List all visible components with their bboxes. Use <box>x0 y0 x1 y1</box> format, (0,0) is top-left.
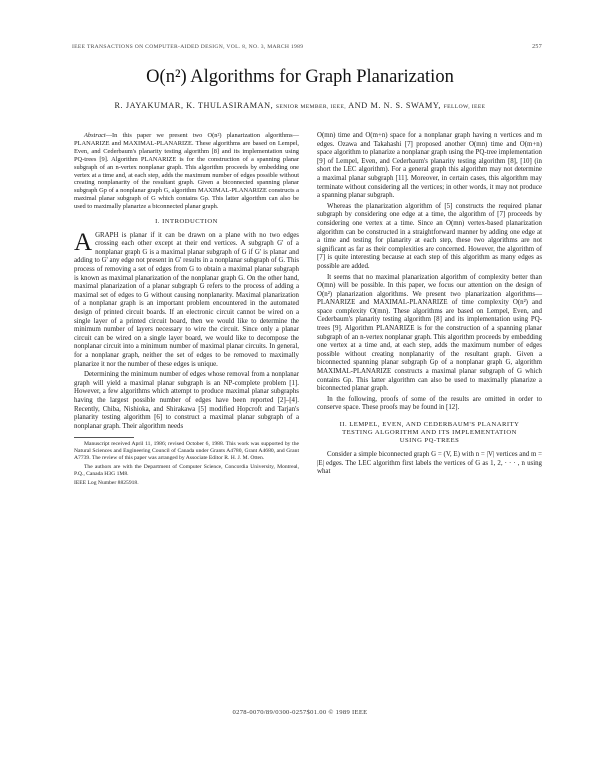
section-heading-lec <box>323 421 536 445</box>
body-paragraph-3: It seems that no maximal planarization algorithm of complexity better than O(mn) will be possible. In this paper, we focus our attention on the design of O(n²) planarization algorithms. We present two planarization algorithms—PLANARIZE and MAXIMAL-PLANARIZE of time complexity O(n²) and space complexity O(mn). These algorithms are based on Lempel, Even, and Cederbaum's planarity testing algorithm [8] and its implementation using PQ-trees [9]. Algorithm PLANARIZE is for the construction of a spanning planar subgraph of an n-vertex nonplanar graph. This algorithm proceeds by embedding one vertex at a time and, at each step, adds the maximum number of edges possible without creating nonplanarity of the resultant graph. Given a biconnected spanning planar subgraph Gp of a nonplanar graph G, algorithm MAXIMAL-PLANARIZE constructs a maximal planar subgraph of G which contains Gp. This latter algorithm can also be used to maximally planarize a biconnected planar graph. <box>317 273 542 393</box>
body-paragraph-4: In the following, proofs of some of the results are omitted in order to conserve space. These proofs may be found in [12]. <box>317 395 542 412</box>
author-membership-1: SENIOR MEMBER, IEEE, <box>275 104 347 110</box>
author-names-1: R. JAYAKUMAR, K. THULASIRAMAN, <box>114 101 274 110</box>
paper-title: O(n²) Algorithms for Graph Planarization <box>146 67 454 87</box>
intro-paragraph-1-text: GRAPH is planar if it can be drawn on a plane with no two edges crossing each other except at their end vertices. A subgraph G' of a nonplanar graph G is a maximal planar subgraph of G if G' is planar and adding to G' any edge not present in G' results in a nonplanar subgraph of G. This process of removing a set of edges from G to obtain a maximal planar subgraph is known as maximal planarization of the nonplanar graph G. On the other hand, maximal planarization of a planar subgraph G refers to the process of adding a maximal set of edges to G without causing nonplanarity. Maximal planarization of a nonplanar graph is an important problem encountered in the automated design of printed circuit boards. If an electronic circuit cannot be wired on a single layer of a printed circuit board, then we would like to determine the minimum number of layers necessary to wire the circuit. Since only a planar circuit can be wired on a single layer board, we would like to decompose the nonplanar circuit into a minimum number of maximal planar circuits. In general, for a nonplanar graph, neither the set of edges to be removed to maximally planarize it nor the number of these edges is unique. <box>74 231 299 368</box>
section-heading-introduction: I. INTRODUCTION <box>155 218 218 226</box>
body-paragraph-1: O(mn) time and O(m+n) space for a nonplanar graph having n vertices and m edges. Ozawa and Takahashi [7] proposed another O(mn) time and O(m+n) space algorithm to planarize a nonplanar graph using the PQ-tree implementation [9] of Lempel, Even, and Cederbaum's planarity testing algorithm [8], [10] (in short the LEC algorithm). For a general graph this algorithm may not determine a maximal planar subgraph [11]. Moreover, in certain cases, this algorithm may terminate without considering all the vertices; in other words, it may not produce a spanning planar subgraph. <box>317 132 542 200</box>
left-column <box>74 132 299 489</box>
body-paragraph-2: Whereas the planarization algorithm of [5] constructs the required planar subgraph by considering one edge at a time, the algorithm of [7] proceeds by considering one vertex at a time. Since an O(mn) vertex-based planarization algorithm can be constructed in a straightforward manner by adding one edge at a time and testing for planarity at each step, these two algorithms are not significant as far as their complexities are concerned. However, the algorithm of [7] is quite interesting because at each step of this algorithm as many edges as possible are added. <box>317 202 542 270</box>
footnote-affiliation: The authors are with the Department of Computer Science, Concordia University, Montreal, P.Q., Canada H3G 1M8. <box>74 464 299 477</box>
section-heading-lec-line-2: TESTING ALGORITHM AND ITS IMPLEMENTATION <box>342 429 517 436</box>
journal-citation: IEEE TRANSACTIONS ON COMPUTER-AIDED DESIGN, VOL. 8, NO. 3, MARCH 1989 <box>72 44 304 50</box>
abstract <box>74 132 299 211</box>
author-line <box>0 101 600 110</box>
author-names-2: AND M. N. S. SWAMY, <box>348 101 441 110</box>
footnote-divider <box>74 437 134 438</box>
footnote-received: Manuscript received April 11, 1986; revised October 6, 1988. This work was supported by the Natural Sciences and Engineering Council of Canada under Grants A4780, Grant A4680, and Grant A7739. The review of this paper was arranged by Associate Editor R. H. J. M. Otten. <box>74 441 299 462</box>
running-head <box>72 44 542 54</box>
right-column <box>317 132 542 479</box>
copyright-code: 0278-0070/89/0300-0257$01.00 © 1989 IEEE <box>232 709 368 716</box>
intro-paragraph-1 <box>74 228 299 370</box>
section-heading-lec-line-3: USING PQ-TREES <box>399 437 460 444</box>
footnote-ieee-log: IEEE Log Number 8825918. <box>74 479 139 486</box>
body-paragraph-5: Consider a simple biconnected graph G = (V, E) with n = |V| vertices and m = |E| edges. The LEC algorithm first labels the vertices of G as 1, 2, · · · , n using what <box>317 451 542 476</box>
intro-paragraph-2: Determining the minimum number of edges whose removal from a nonplanar graph will yield a maximal planar subgraph is an NP-complete problem [1]. However, a few algorithms which attempt to produce maximal planar subgraphs having the largest possible number of edges have been reported [2]–[4]. Recently, Chiba, Nishioka, and Shirakawa [5] modified Hopcroft and Tarjan's planarity testing algorithm [6] to construct a maximal planar subgraph of a nonplanar graph. Their algorithm needs <box>74 371 299 430</box>
page-number: 257 <box>532 44 542 50</box>
drop-cap: A <box>74 228 93 256</box>
abstract-text: —In this paper we present two O(n²) planarization algorithms—PLANARIZE and MAXIMAL-PLANARIZE. These algorithms are based on Lempel, Even, and Cederbaum's planarity testing algorithm [8] and its implementation using PQ-trees [9]. Algorithm PLANARIZE is for the construction of a spanning planar subgraph of an n-vertex nonplanar graph. This algorithm proceeds by embedding one vertex at a time and, at each step, adds the maximum number of edges possible without creating nonplanarity of the resultant graph. Given a biconnected spanning planar subgraph Gp of a nonplanar graph G, algorithm MAXIMAL-PLANARIZE constructs a maximal planar subgraph of G which contains Gp. This latter algorithm can also be used to maximally planarize a biconnected planar graph. <box>74 132 299 211</box>
section-heading-lec-line-1: II. LEMPEL, EVEN, AND CEDERBAUM'S PLANARITY <box>339 421 520 428</box>
abstract-label: Abstract <box>84 132 106 139</box>
author-membership-2: FELLOW, IEEE <box>443 104 486 110</box>
